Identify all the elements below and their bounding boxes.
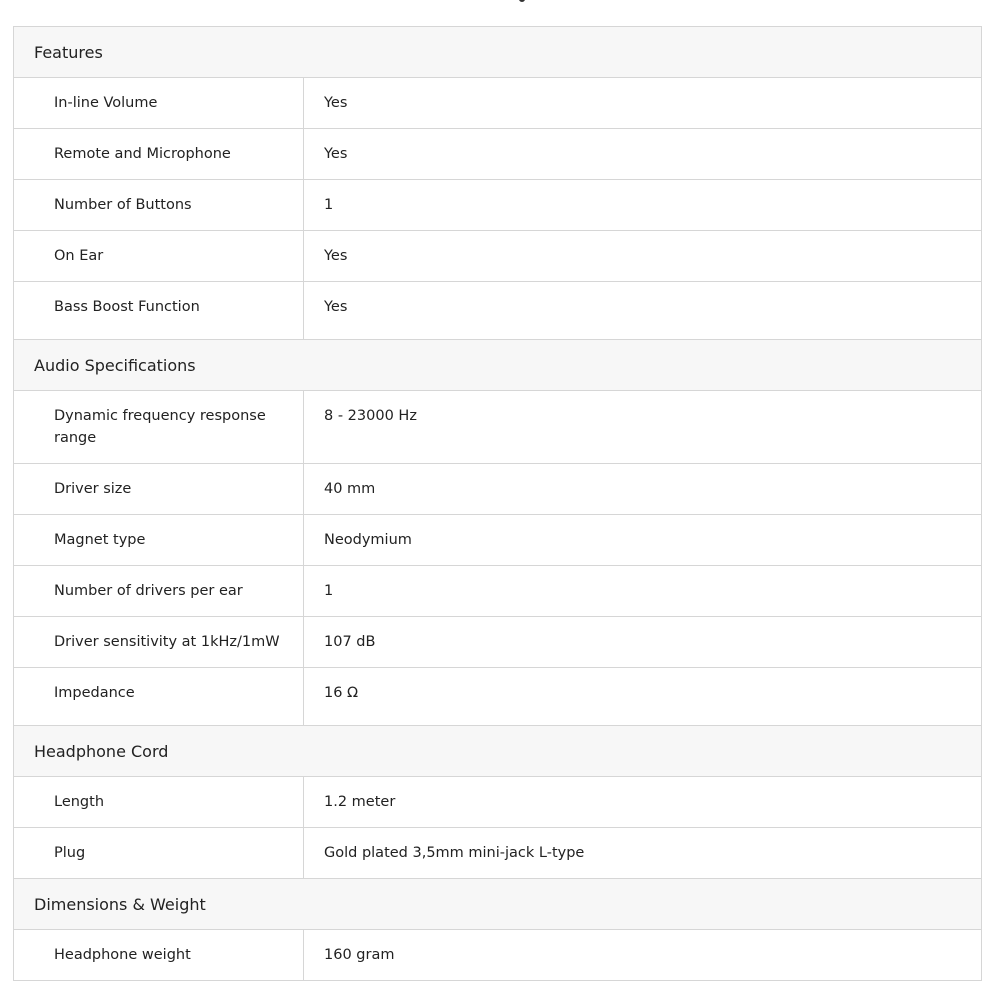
spec-label: Impedance (14, 668, 304, 725)
spec-value: 8 - 23000 Hz (324, 408, 417, 424)
table-row (14, 391, 981, 464)
spec-label: Driver size (14, 464, 304, 514)
section-title: Audio Specifications (14, 340, 981, 391)
spec-value: 16 Ω (324, 685, 359, 701)
section-audio-specifications (13, 339, 982, 725)
spec-table (13, 26, 982, 981)
table-row (14, 668, 981, 725)
spec-label: Number of drivers per ear (14, 566, 304, 616)
spec-value: 1 (324, 197, 334, 213)
spec-value: Yes (324, 248, 348, 264)
spec-value: Yes (324, 299, 348, 315)
table-row (14, 617, 981, 668)
spec-value: Gold plated 3,5mm mini-jack L-type (324, 845, 585, 861)
table-row (14, 930, 981, 980)
table-row (14, 180, 981, 231)
spec-value: Neodymium (324, 532, 412, 548)
spec-value: 107 dB (324, 634, 376, 650)
spec-label: Plug (14, 828, 304, 878)
spec-label: Dynamic frequency response range (14, 391, 304, 463)
spec-label: Remote and Microphone (14, 129, 304, 179)
spec-label: Bass Boost Function (14, 282, 304, 339)
table-row (14, 282, 981, 339)
section-title: Headphone Cord (14, 726, 981, 777)
table-row (14, 78, 981, 129)
table-row (14, 777, 981, 828)
table-row (14, 566, 981, 617)
table-row (14, 231, 981, 282)
table-row (14, 464, 981, 515)
spec-label: Magnet type (14, 515, 304, 565)
spec-value: 1.2 meter (324, 794, 396, 810)
spec-value: 40 mm (324, 481, 376, 497)
section-title: Dimensions & Weight (14, 879, 981, 930)
spec-value: Yes (324, 95, 348, 111)
spec-label: Driver sensitivity at 1kHz/1mW (14, 617, 304, 667)
spec-label: On Ear (14, 231, 304, 281)
spec-label: Length (14, 777, 304, 827)
section-dimensions-weight (13, 878, 982, 981)
spec-value: 160 gram (324, 947, 395, 963)
section-headphone-cord (13, 725, 982, 878)
cropped-heading-fragment (519, 0, 525, 2)
table-row (14, 515, 981, 566)
section-features (13, 26, 982, 339)
spec-value: 1 (324, 583, 334, 599)
table-row (14, 129, 981, 180)
table-row (14, 828, 981, 878)
spec-label: Number of Buttons (14, 180, 304, 230)
spec-value: Yes (324, 146, 348, 162)
spec-label: In-line Volume (14, 78, 304, 128)
section-title: Features (14, 27, 981, 78)
spec-label: Headphone weight (14, 930, 304, 980)
